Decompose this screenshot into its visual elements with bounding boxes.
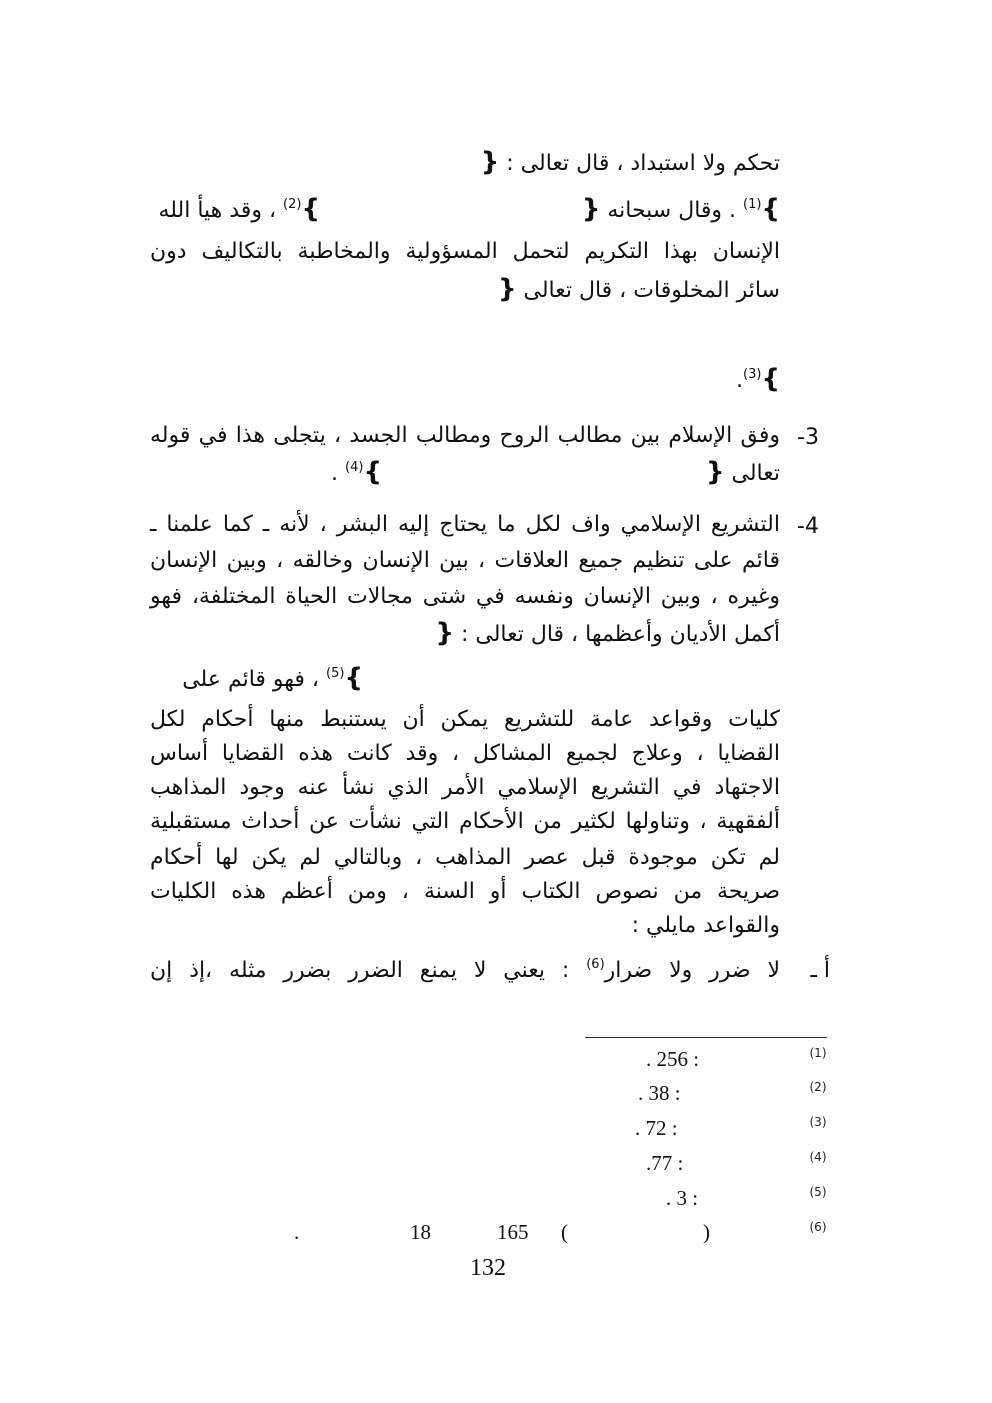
footnote-ref-4: (4) (345, 460, 364, 475)
footnote-text-2: . 38 : (638, 1081, 681, 1105)
footnote-mark-1: (1) (809, 1046, 827, 1060)
open-brace: { (498, 274, 517, 304)
paragraph-line-5: لم تكن موجودة قبل عصر المذاهب ، وبالتالي لم يكن لها أحكام (150, 845, 780, 870)
body-text: ، فهو قائم على (182, 667, 320, 692)
item-4-line-4 (435, 616, 780, 652)
footnote-mark-3: (3) (809, 1115, 827, 1129)
footnote-mark-2: (2) (809, 1080, 827, 1094)
close-brace: } (761, 194, 780, 224)
body-line-1 (481, 145, 780, 181)
footnote-separator (585, 1037, 827, 1038)
paragraph-line-1: كليات وقواعد عامة للتشريع يمكن أن يستنبط منها أحكام لكل (150, 707, 780, 732)
period: . (331, 461, 339, 486)
footnote-ref-3: (3) (743, 367, 762, 382)
open-brace: { (435, 618, 454, 648)
item-4-line-5 (182, 661, 363, 697)
body-line-2b (158, 192, 320, 228)
item-a-line (150, 954, 780, 988)
body-text: سائر المخلوقات ، قال تعالى (523, 278, 780, 303)
body-text: أكمل الأديان وأعظمها ، قال تعالى : (460, 622, 780, 647)
paragraph-line-3: الاجتهاد في التشريع الإسلامي الأمر الذي نشأ عنه وجود المذاهب (150, 775, 780, 800)
paragraph-line-7: والقواعد مايلي : (631, 913, 780, 938)
footnote-mark-5: (5) (809, 1185, 827, 1199)
item-3-line-1: وفق الإسلام بين مطالب الروح ومطالب الجسد ، يتجلى هذا في قوله (150, 423, 780, 448)
body-line-2a (582, 192, 780, 228)
footnote-mark-6: (6) (809, 1220, 827, 1234)
close-brace: } (363, 457, 382, 487)
footnote-ref-1: (1) (743, 197, 762, 212)
footnote-ref-2: (2) (283, 197, 302, 212)
footnote-text-1: . 256 : (646, 1047, 700, 1071)
footnote-6-period: . (294, 1220, 300, 1244)
footnote-6-volume: 18 (410, 1220, 431, 1244)
open-brace: { (480, 147, 500, 177)
item-4-line-2: قائم على تنظيم جميع العلاقات ، بين الإنسان وخالقه ، وبين الإنسان (150, 548, 780, 573)
body-line-3: الإنسان بهذا التكريم لتحمل المسؤولية والمخاطبة بالتكاليف دون (150, 239, 780, 264)
footnote-text-4: .77 : (646, 1151, 684, 1175)
page-number: 132 (470, 1255, 506, 1281)
paragraph-line-6: صريحة من نصوص الكتاب أو السنة ، ومن أعظم هذه الكليات (150, 879, 780, 904)
close-brace: } (301, 194, 320, 224)
close-brace: } (344, 663, 363, 693)
period: . (736, 368, 744, 393)
body-text: . وقال سبحانه (607, 198, 737, 223)
footnote-text-5: . 3 : (666, 1186, 699, 1210)
footnote-6-paren-close: ) (703, 1220, 710, 1244)
item-4-line-3: وغيره ، وبين الإنسان ونفسه في شتى مجالات الحياة المختلفة، فهو (150, 584, 780, 609)
close-brace: } (761, 364, 780, 394)
body-line-4 (498, 272, 780, 308)
body-text: : يعني لا يمنع الضرر بضرر مثله ،إذ إن (150, 958, 570, 983)
item-3-verse-close (331, 455, 382, 491)
footnote-mark-4: (4) (809, 1150, 827, 1164)
body-text: تعالى (731, 461, 780, 486)
footnote-ref-6: (6) (586, 957, 605, 972)
footnote-6-paren-open: ( (561, 1220, 568, 1244)
item-4-line-1: التشريع الإسلامي واف لكل ما يحتاج إليه البشر ، لأنه ـ كما علمنا ـ (150, 512, 780, 537)
open-brace: { (581, 194, 601, 224)
open-brace: { (706, 457, 725, 487)
footnote-6-page: 165 (497, 1220, 529, 1244)
item-3-number: -3 (797, 425, 819, 450)
paragraph-line-4: ألفقهية ، وتناولها لكثير من الأحكام التي نشأت عن أحداث مستقبلية (150, 809, 780, 834)
body-text: تحكم ولا استبداد ، قال تعالى : (506, 151, 780, 176)
body-text: لا ضرر ولا ضرار (604, 958, 780, 983)
paragraph-line-2: القضايا ، وعلاج لجميع المشاكل ، وقد كانت هذه القضايا أساس (150, 741, 780, 766)
footnote-ref-5: (5) (326, 666, 345, 681)
item-4-number: -4 (797, 514, 819, 539)
verse-close-3 (736, 362, 780, 398)
item-3-line-2 (706, 455, 780, 491)
footnote-text-3: . 72 : (635, 1116, 678, 1140)
item-a-number: أ ـ (810, 958, 830, 983)
body-text: ، وقد هيأ الله (158, 198, 277, 223)
